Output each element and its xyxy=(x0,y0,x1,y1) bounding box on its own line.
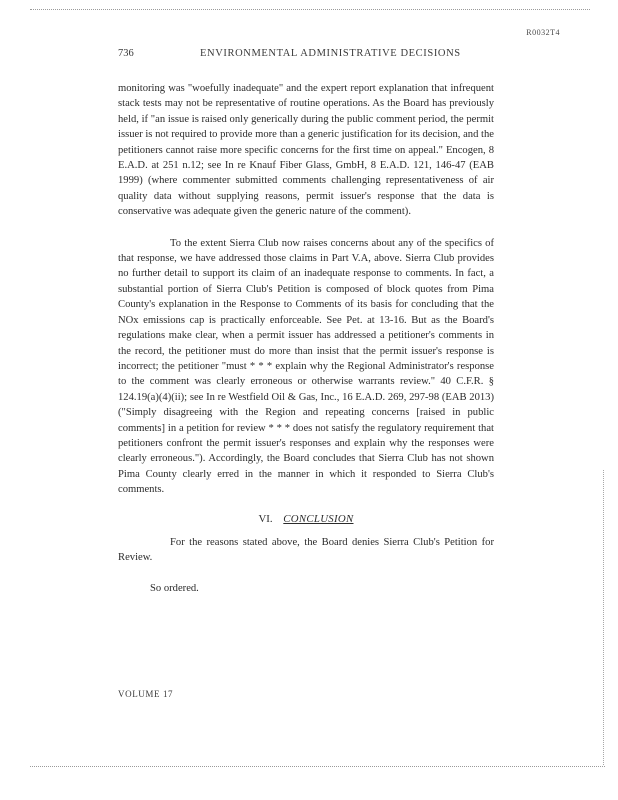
conclusion-paragraph: For the reasons stated above, the Board denies Sierra Club's Petition for Review. xyxy=(118,536,494,564)
paragraph-response-analysis: To the extent Sierra Club now raises concerns about any of the specifics of that response, we have addressed those claims in Part V.A, above. Sierra Club provides no further detail to support its claim of an inadequate response to comments. In fact, a substantial portion of Sierra Club's Petition is composed of block quotes from Pima County's explanation in the Response to Comments of its basis for concluding that the NOx emissions cap is practically enforceable. See Pet. at 13-16. But as the Board's regulations make clear, when a permit issuer has addressed a petitioner's comments in the record, the petitioner must do more than insist that the permit issuer's response is incorrect; the petitioner "must * * * explain why the Regional Administrator's response to the comment was clearly erroneous or otherwise warrants review." 40 C.F.R. § 124.19(a)(4)(ii); see In re Westfield Oil & Gas, Inc., 16 E.A.D. 269, 297-98 (EAB 2013) ("Simply disagreeing with the Region and repeating concerns [raised in public comments] in a petition for review * * * does not satisfy the regulatory requirement that petitioners confront the permit issuer's responses and explain why the responses were clearly erroneous."). Accordingly, the Board concludes that Sierra Club has not shown Pima County clearly erred in the manner in which it responded to Sierra Club's comments. xyxy=(118,237,494,496)
scan-edge-right xyxy=(603,470,604,765)
paragraph-continued: monitoring was "woefully inadequate" and the expert report explanation that infrequent stack tests may not be representative of routine operations. As the Board has previously held, if "an issue is raised only generically during the public comment period, the permit issuer is not required to provide more than a generic justification for its decision, and the petitioners cannot raise more specific concerns for the first time on appeal." Encogen, 8 E.A.D. at 251 n.12; see In re Knauf Fiber Glass, GmbH, 8 E.A.D. 121, 146-47 (EAB 1999) (where commenter submitted comments challenging representativeness of air quality data without supplying reasons, permit issuer's response that the data is conservative was adequate given the generic nature of the comment). xyxy=(118,83,494,218)
document-body xyxy=(118,81,494,596)
section-title: CONCLUSION xyxy=(283,512,354,525)
scan-edge-top xyxy=(30,9,590,10)
bates-number: R0032T4 xyxy=(526,28,560,37)
page-number: 736 xyxy=(118,48,134,59)
running-header: ENVIRONMENTAL ADMINISTRATIVE DECISIONS xyxy=(200,48,461,59)
closing-line: So ordered. xyxy=(150,582,199,594)
section-number: VI. xyxy=(258,512,273,525)
section-heading xyxy=(118,512,494,527)
volume-footer: VOLUME 17 xyxy=(118,689,174,699)
scan-edge-bottom xyxy=(30,766,605,767)
